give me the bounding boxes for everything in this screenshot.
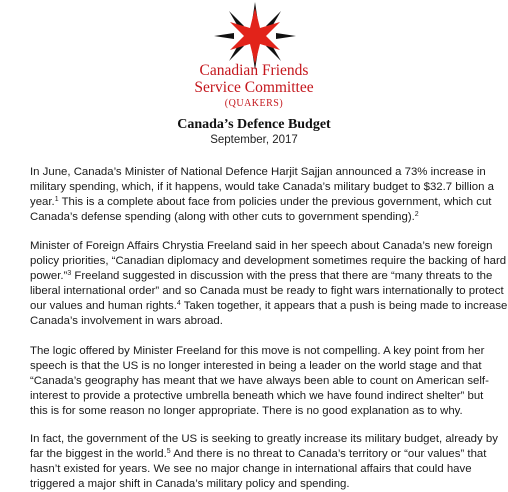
text-line: military spending, which, if it happens, would take Canada’s military budget to $32.7 billion a [30,181,494,193]
paragraph-2 [30,239,508,329]
paragraph-1 [30,165,500,225]
document-title: Canada’s Defence Budget [177,117,331,132]
text-line: In fact, the government of the US is seeking to greatly increase its military budget, already by [30,433,498,445]
text-line: liberal international order” and so Canada must be ready to fight wars internationally to protect [30,285,504,297]
text-line: policy priorities, “Canadian diplomacy and development sometimes require the backing of hard [30,255,507,267]
text-line: triggered a major shift in Canada’s military policy and spending. [30,478,350,490]
cfsc-star-logo [214,2,296,70]
text-line: The logic offered by Minister Freeland for this move is not compelling. A key point from her [30,345,485,357]
text-line: In June, Canada’s Minister of National Defence Harjit Sajjan announced a 73% increase in [30,166,486,178]
footnote-ref: 3 [67,270,72,277]
text-line: Minister of Foreign Affairs Chrystia Freeland said in her speech about Canada’s new foreign [30,240,493,252]
text-line: “Canada’s geography has meant that we have always been able to count on American self- [30,375,489,387]
text-line: Canada’s involvement in wars abroad. [30,315,223,327]
footnote-ref: 4 [176,300,181,307]
text-line: interest to provide a protective umbrella beneath which we have found indirect shelter” but [30,390,484,402]
footnote-ref: 1 [54,196,59,203]
text-line: hasn’t existed for years. We see no major change in international affairs that could have [30,463,472,475]
org-name-line1: Canadian Friends [199,62,309,79]
org-name-quakers: (QUAKERS) [224,98,284,109]
document-date: September, 2017 [210,134,298,146]
footnote-ref: 5 [166,448,171,455]
text-line: this is for some reason no longer appropriate. There is no good explanation as to why. [30,405,463,417]
text-line: Canada’s defense spending (along with other cuts to government spending).$^2$ [30,211,419,223]
text-line: year.$^1$ This is a complete about face from policies under the previous government, which cut [30,196,492,208]
footnote-ref: 2 [414,211,419,218]
text-line: power.”$^3$ Freeland suggested in discussion with the press that there are “many threats to the [30,270,493,282]
red-star [230,8,280,64]
paragraph-4 [30,432,500,492]
text-line: our values and human rights.$^4$ Taken together, it appears that a push is being made to increase [30,300,508,312]
paragraph-3 [30,344,500,419]
text-line: far the biggest in the world.$^5$ And there is no threat to Canada’s territory or “our values” that [30,448,487,460]
org-name-line2: Service Committee [194,79,314,96]
text-line: speech is that the US is no longer interested in being a leader on the world stage and that [30,360,482,372]
